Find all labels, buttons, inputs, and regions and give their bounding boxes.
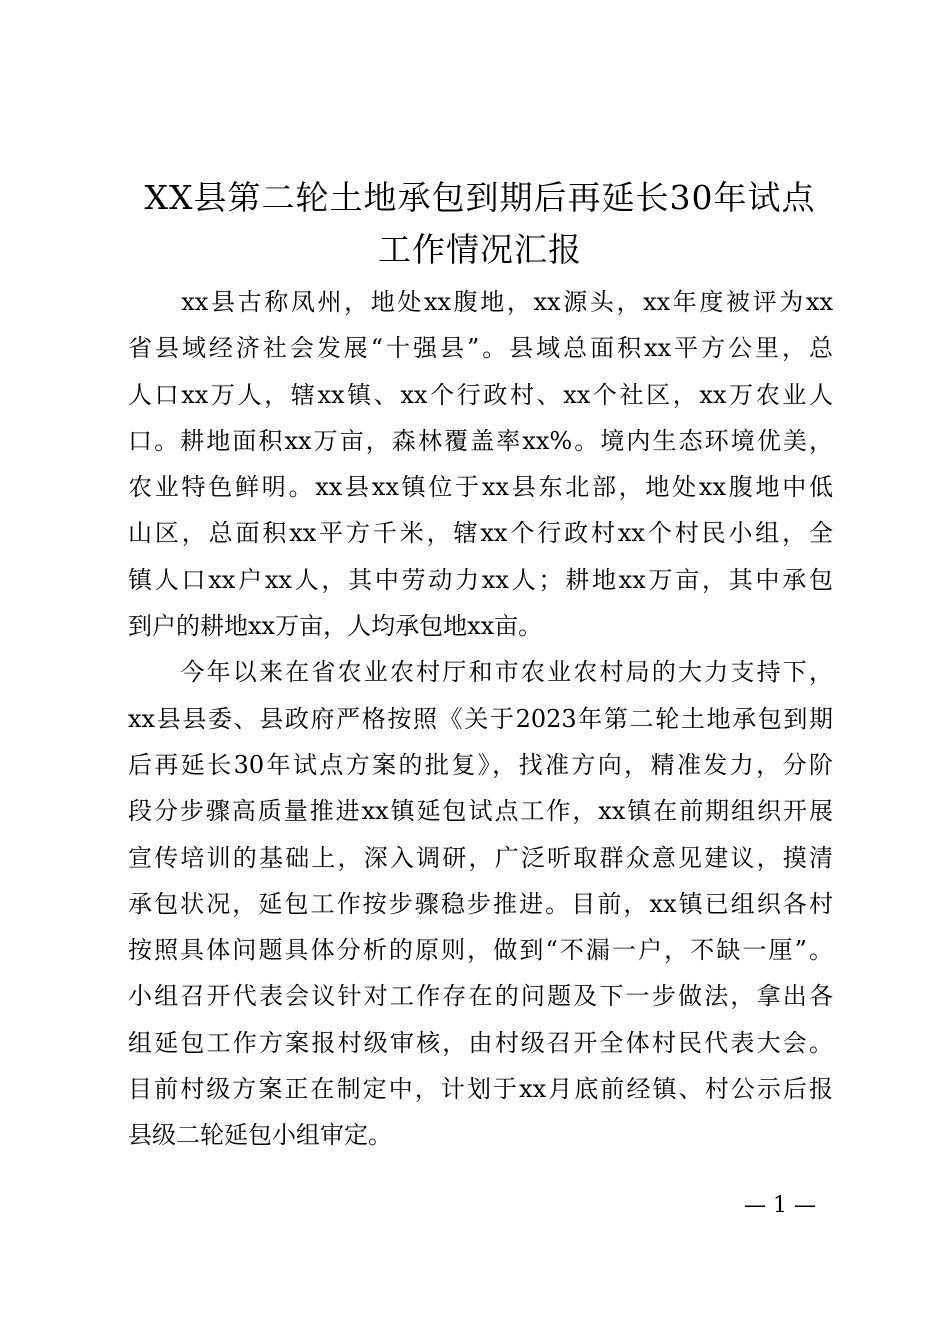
page-number: — 1 — (744, 1193, 816, 1218)
paragraph-1-line: 口。耕地面积xx万亩，森林覆盖率xx%。境内生态环境优美， (128, 426, 833, 455)
paragraph-1-line: xx县古称凤州，地处xx腹地，xx源头，xx年度被评为xx (128, 288, 833, 316)
document-body (128, 279, 833, 1159)
document-title (100, 172, 860, 276)
paragraph-1-line: 人口xx万人，辖xx镇、xx个行政村、xx个社区，xx万农业人 (128, 380, 833, 409)
paragraph-1 (128, 279, 833, 649)
paragraph-2-line: 今年以来在省农业农村厅和市农业农村局的大力支持下， (128, 658, 833, 687)
paragraph-2-line: 县级二轮延包小组审定。 (128, 1121, 392, 1150)
paragraph-2-line: 后再延长30年试点方案的批复》，找准方向，精准发力，分阶 (128, 750, 833, 779)
paragraph-2-line: 承包状况，延包工作按步骤稳步推进。目前，xx镇已组织各村 (128, 889, 833, 918)
paragraph-1-line: 到户的耕地xx万亩，人均承包地xx亩。 (128, 612, 543, 641)
paragraph-2 (128, 649, 833, 1158)
paragraph-1-line: 农业特色鲜明。xx县xx镇位于xx县东北部，地处xx腹地中低 (128, 473, 833, 502)
paragraph-2-line: 段分步骤高质量推进xx镇延包试点工作，xx镇在前期组织开展 (128, 797, 833, 826)
paragraph-1-line: 山区，总面积xx平方千米，辖xx个行政村xx个村民小组，全 (128, 519, 833, 548)
paragraph-1-line: 省县域经济社会发展“十强县”。县域总面积xx平方公里，总 (128, 334, 833, 363)
title-line-1: XX县第二轮土地承包到期后再延长30年试点 (144, 178, 816, 217)
paragraph-2-line: 宣传培训的基础上，深入调研，广泛听取群众意见建议，摸清 (128, 843, 833, 872)
title-line-2: 工作情况汇报 (378, 230, 582, 269)
paragraph-2-line: 目前村级方案正在制定中，计划于xx月底前经镇、村公示后报 (128, 1075, 833, 1104)
paragraph-2-line: 按照具体问题具体分析的原则，做到“不漏一户，不缺一厘”。 (128, 936, 833, 965)
paragraph-2-line: 小组召开代表会议针对工作存在的问题及下一步做法，拿出各 (128, 982, 833, 1011)
paragraph-2-line: xx县县委、县政府严格按照《关于2023年第二轮土地承包到期 (128, 704, 833, 733)
paragraph-2-line: 组延包工作方案报村级审核，由村级召开全体村民代表大会。 (128, 1028, 833, 1057)
paragraph-1-line: 镇人口xx户xx人，其中劳动力xx人；耕地xx万亩，其中承包 (128, 565, 833, 594)
